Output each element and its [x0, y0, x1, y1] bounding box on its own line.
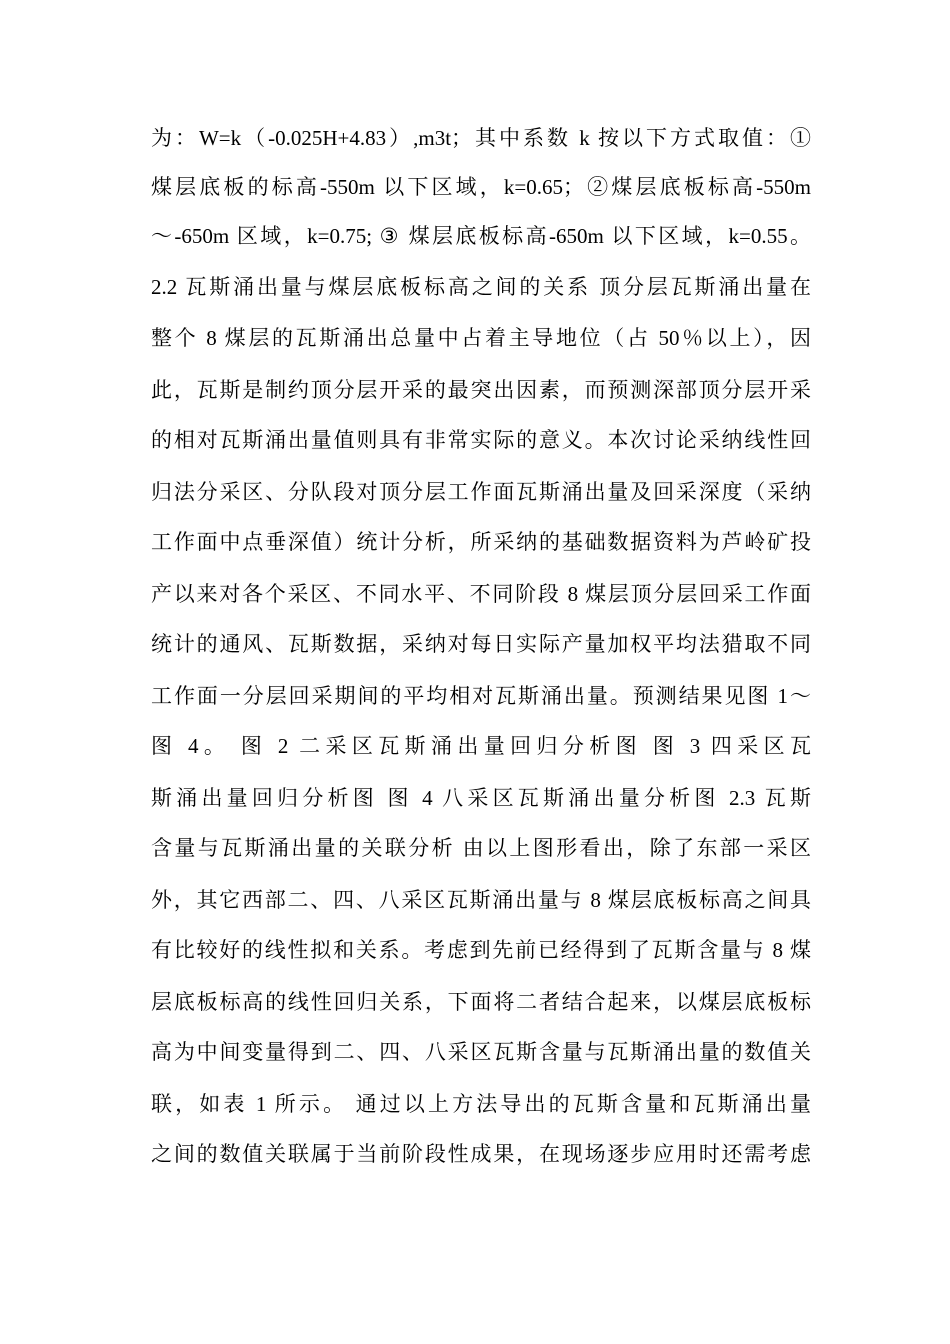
text-line: 整个 8 煤层的瓦斯涌出总量中占着主导地位（占 50％以上），因 [151, 326, 811, 350]
text-line: 统计的通风、瓦斯数据，采纳对每日实际产量加权平均法猎取不同 [151, 632, 811, 656]
text-line: 产以来对各个采区、不同水平、不同阶段 8 煤层顶分层回采工作面 [151, 582, 811, 606]
text-line: 联，如表 1 所示。 通过以上方法导出的瓦斯含量和瓦斯涌出量 [151, 1092, 811, 1116]
text-line: 有比较好的线性拟和关系。考虑到先前已经得到了瓦斯含量与 8 煤 [151, 938, 811, 962]
text-line: 2.2 瓦斯涌出量与煤层底板标高之间的关系 顶分层瓦斯涌出量在 [151, 275, 811, 299]
text-line: 斯涌出量回归分析图 图 4 八采区瓦斯涌出量分析图 2.3 瓦斯 [151, 786, 811, 810]
text-line: 归法分采区、分队段对顶分层工作面瓦斯涌出量及回采深度（采纳 [151, 480, 811, 504]
text-line: 含量与瓦斯涌出量的关联分析 由以上图形看出，除了东部一采区 [151, 836, 811, 860]
text-line: 之间的数值关联属于当前阶段性成果，在现场逐步应用时还需考虑 [151, 1142, 811, 1166]
text-line: ～-650m 区域，k=0.75; ③ 煤层底板标高-650m 以下区域，k=0.55。 [151, 224, 811, 248]
text-line: 此，瓦斯是制约顶分层开采的最突出因素，而预测深部顶分层开采 [151, 378, 811, 402]
text-line: 层底板标高的线性回归关系，下面将二者结合起来，以煤层底板标 [151, 990, 811, 1014]
text-line: 工作面中点垂深值）统计分析，所采纳的基础数据资料为芦岭矿投 [151, 530, 811, 554]
text-line: 为：W=k（-0.025H+4.83）,m3t；其中系数 k 按以下方式取值：① [151, 126, 811, 150]
text-line: 煤层底板的标高-550m 以下区域，k=0.65；②煤层底板标高-550m [151, 175, 811, 199]
text-line: 外，其它西部二、四、八采区瓦斯涌出量与 8 煤层底板标高之间具 [151, 888, 811, 912]
text-line: 高为中间变量得到二、四、八采区瓦斯含量与瓦斯涌出量的数值关 [151, 1040, 811, 1064]
text-line: 图 4。 图 2 二采区瓦斯涌出量回归分析图 图 3 四采区瓦 [151, 734, 811, 758]
text-line: 的相对瓦斯涌出量值则具有非常实际的意义。本次讨论采纳线性回 [151, 428, 811, 452]
text-line: 工作面一分层回采期间的平均相对瓦斯涌出量。预测结果见图 1～ [151, 684, 811, 708]
